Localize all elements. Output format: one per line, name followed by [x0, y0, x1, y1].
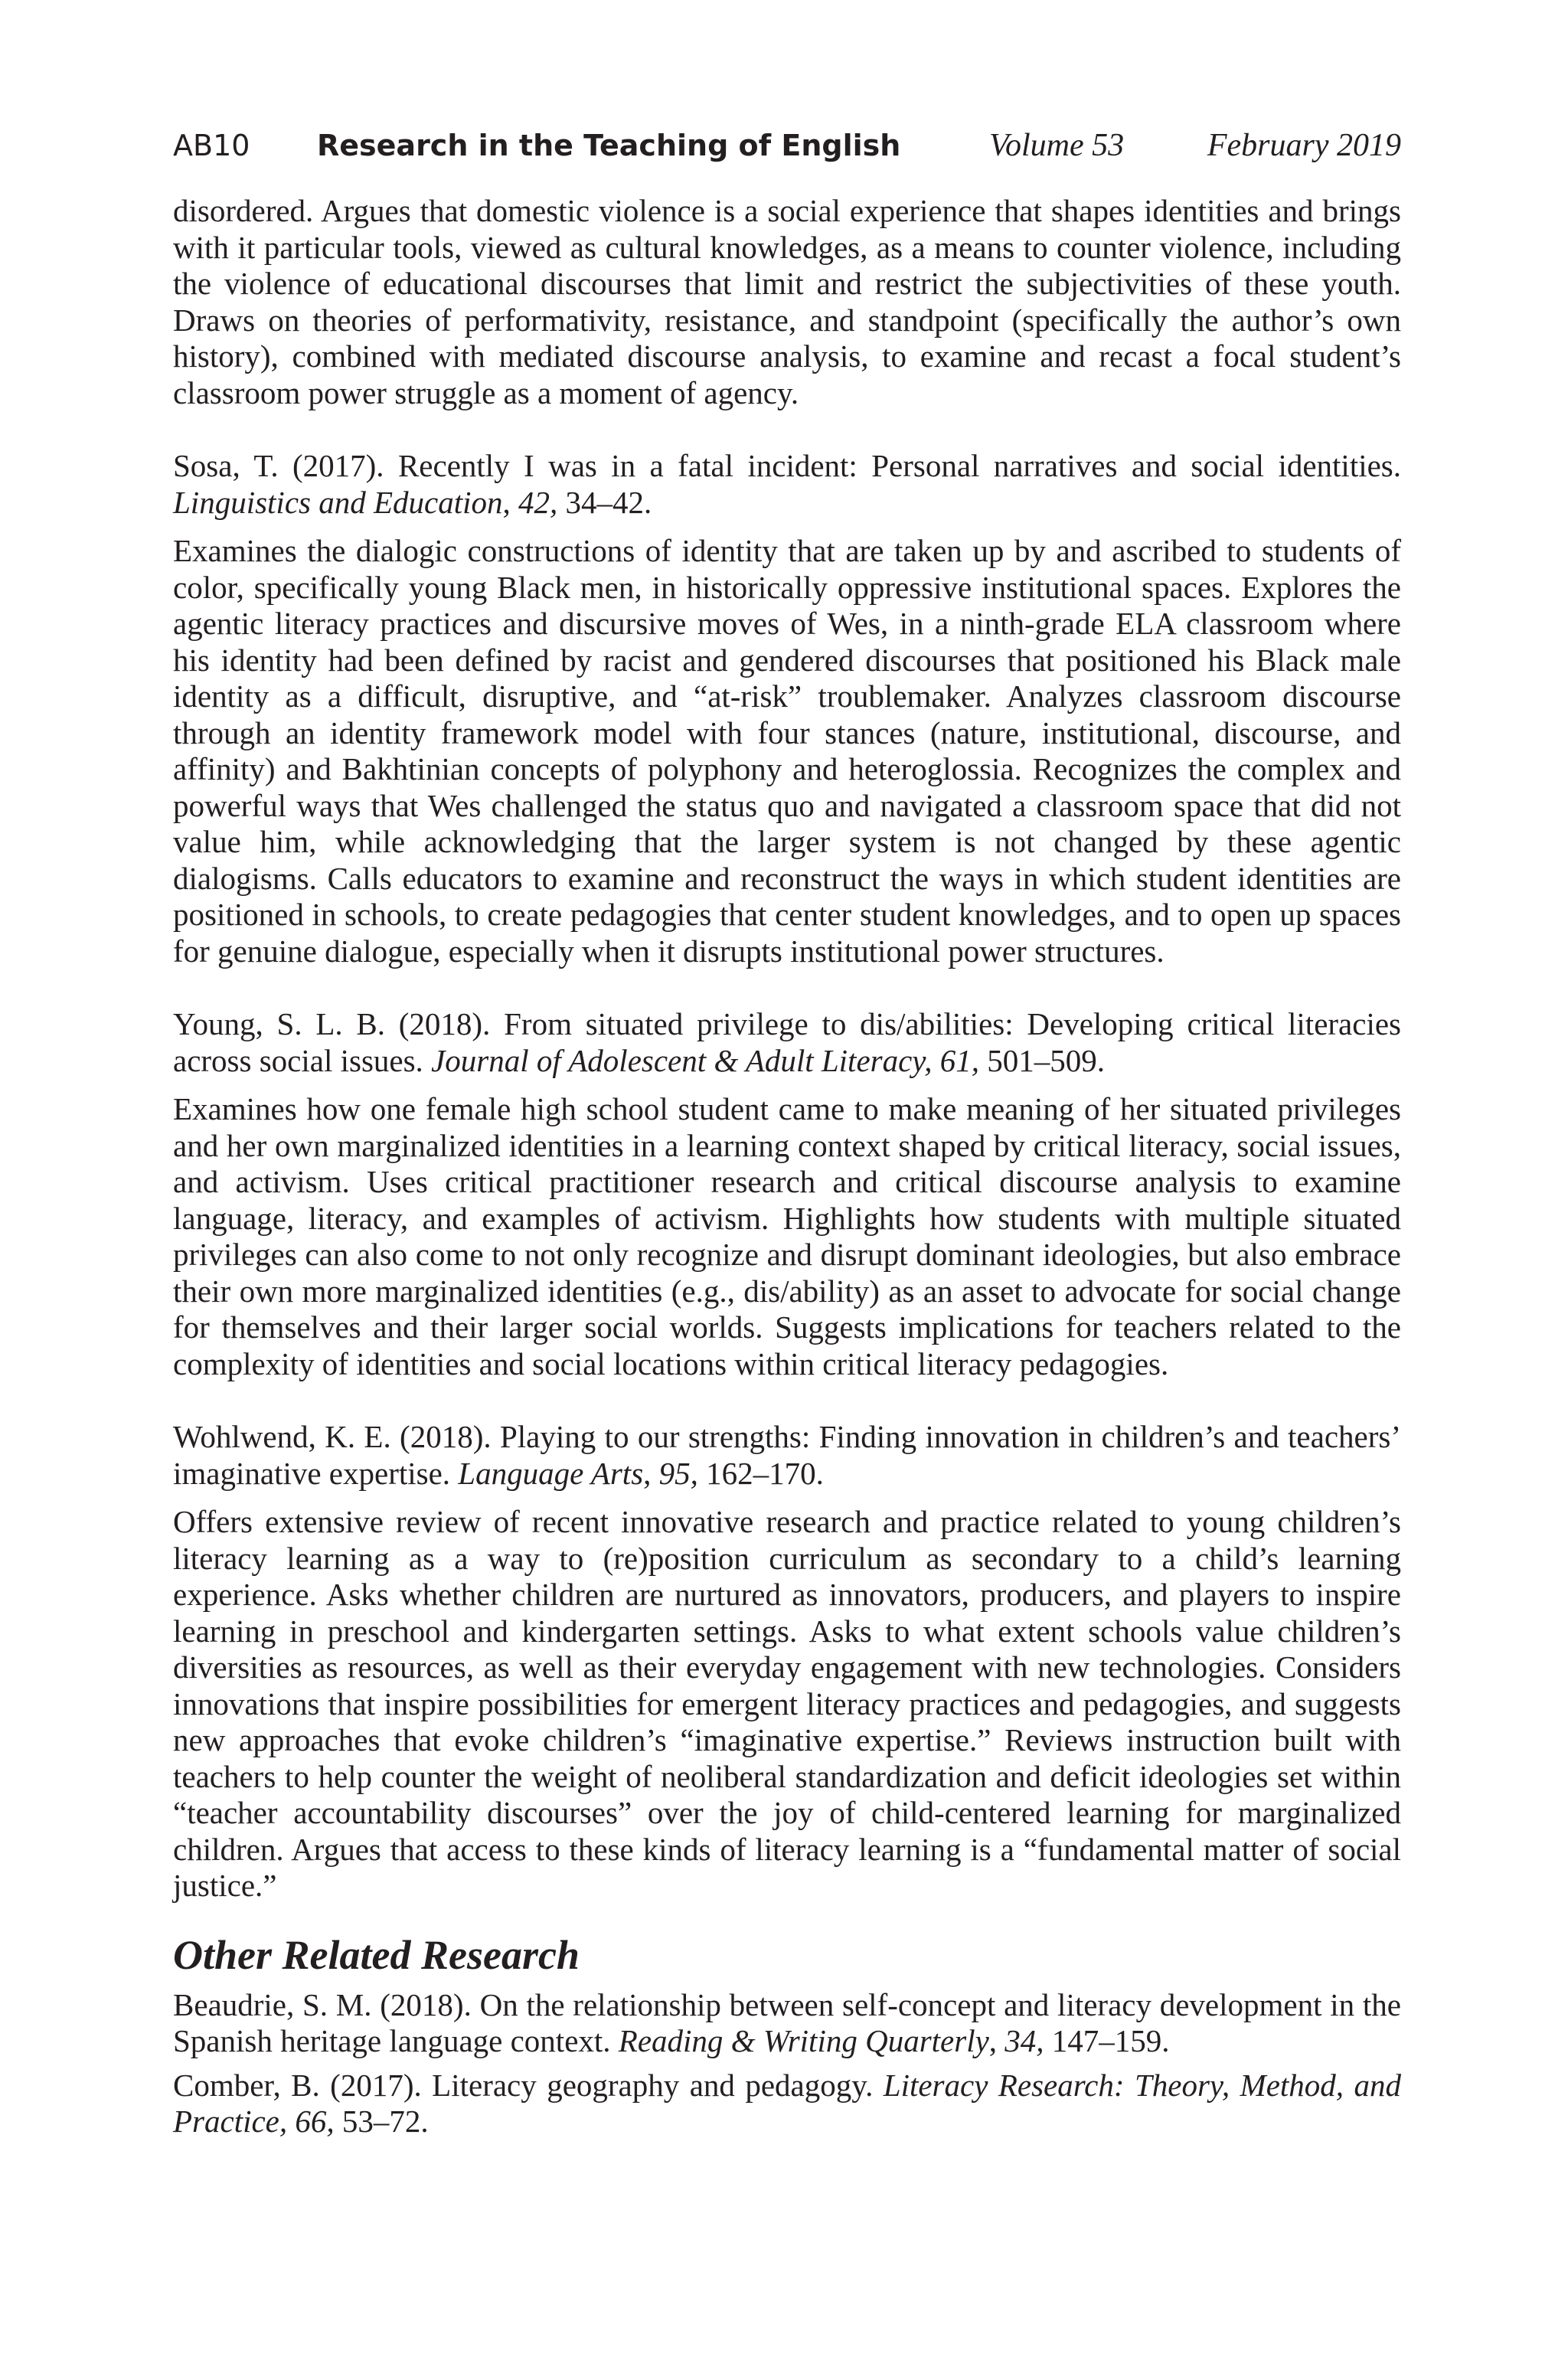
journal-title: Research in the Teaching of English: [317, 129, 901, 162]
abstract-sosa: Examines the dialogic constructions of identity that are taken up by and ascribed to students of color, specifically young Black men, in historically oppressive institutional spaces. Explores the agentic literacy practices and discursive moves of Wes, in a ninth-grade ELA classroom where his identity had been defined by racist and gendered discourses that positioned his Black male identity as a difficult, disruptive, and “at-risk” troublemaker. Analyzes classroom discourse through an identity framework model with four stances (nature, institutional, discourse, and affinity) and Bakhtinian concepts of polyphony and heteroglossia. Recognizes the complex and powerful ways that Wes challenged the status quo and navigated a classroom space that did not value him, while acknowledging that the larger system is not changed by these agentic dialogisms. Calls educators to examine and reconstruct the ways in which student identities are positioned in schools, to create pedagogies that center student knowledges, and to open up spaces for genuine dialogue, especially when it disrupts institutional power structures.: [173, 533, 1401, 969]
citation-beaudrie: Beaudrie, S. M. (2018). On the relationship between self-concept and literacy development in the Spanish heritage language context. Reading & Writing Quarterly, 34, 147–159.: [173, 1986, 1401, 2058]
issue-date: February 2019: [1207, 128, 1401, 163]
citation-volume: 66,: [295, 2104, 335, 2139]
citation-wohlwend: Wohlwend, K. E. (2018). Playing to our strengths: Finding innovation in children’s and teachers’ imaginative expertise. Language Arts, 95, 162–170.: [173, 1419, 1401, 1491]
citation-volume: 95,: [658, 1455, 698, 1491]
citation-journal: Language Arts: [458, 1455, 644, 1491]
citation-journal: Linguistics and Education: [173, 484, 503, 520]
article-body: [173, 193, 1401, 2140]
intro-paragraph: disordered. Argues that domestic violence is a social experience that shapes identities and brings with it particular tools, viewed as cultural knowledges, as a means to counter violence, including the violence of educational discourses that limit and restrict the subjectivities of these youth. Draws on theories of performativity, resistance, and standpoint (specifically the author’s own history), combined with mediated discourse analysis, to examine and recast a focal student’s classroom power struggle as a moment of agency.: [173, 193, 1401, 410]
page-number: AB10: [173, 129, 250, 162]
citation-comber: Comber, B. (2017). Literacy geography and pedagogy. Literacy Research: Theory, Method, and Practice, 66, 53–72.: [173, 2067, 1401, 2139]
journal-page: [173, 115, 1401, 2140]
citation-volume: 34,: [1004, 2023, 1044, 2058]
citation-volume: 42,: [518, 484, 558, 520]
section-heading: Other Related Research: [173, 1931, 580, 1978]
citation-young: Young, S. L. B. (2018). From situated privilege to dis/abilities: Developing critical literacies across social issues. Journal of Adolescent & Adult Literacy, 61, 501–509.: [173, 1006, 1401, 1078]
citation-sosa: Sosa, T. (2017). Recently I was in a fatal incident: Personal narratives and social identities. Linguistics and Education, 42, 34–42.: [173, 448, 1401, 520]
citation-journal: Literacy Research: Theory, Method, and Practice,: [173, 2067, 1401, 2139]
running-header: [173, 115, 1401, 176]
volume-label: Volume 53: [989, 128, 1125, 163]
abstract-young: Examines how one female high school student came to make meaning of her situated privileges and her own marginalized identities in a learning context shaped by critical literacy, social issues, and activism. Uses critical practitioner research and critical discourse analysis to examine language, literacy, and examples of activism. Highlights how students with multiple situated privileges can also come to not only recognize and disrupt dominant ideologies, but also embrace their own more marginalized identities (e.g., dis/ability) as an asset to advocate for social change for themselves and their larger social worlds. Suggests implications for teachers related to the complexity of identities and social locations within critical literacy pedagogies.: [173, 1091, 1401, 1381]
abstract-wohlwend: Offers extensive review of recent innovative research and practice related to young children’s literacy learning as a way to (re)position curriculum as secondary to a child’s learning experience. Asks whether children are nurtured as innovators, producers, and players to inspire learning in preschool and kindergarten settings. Asks to what extent schools value children’s diversities as resources, as well as their everyday engagement with new technologies. Considers innovations that inspire possibilities for emergent literacy practices and pedagogies, and suggests new approaches that evoke children’s “imaginative expertise.” Reviews instruction built with teachers to help counter the weight of neoliberal standardization and deficit ideologies set within “teacher accountability discourses” over the joy of child-centered learning for marginalized children. Argues that access to these kinds of literacy learning is a “fundamental matter of social justice.”: [173, 1504, 1401, 1903]
citation-journal: Reading & Writing Quarterly: [618, 2023, 989, 2058]
citation-volume: 61,: [939, 1042, 979, 1078]
citation-journal: Journal of Adolescent & Adult Literacy,: [431, 1042, 933, 1078]
